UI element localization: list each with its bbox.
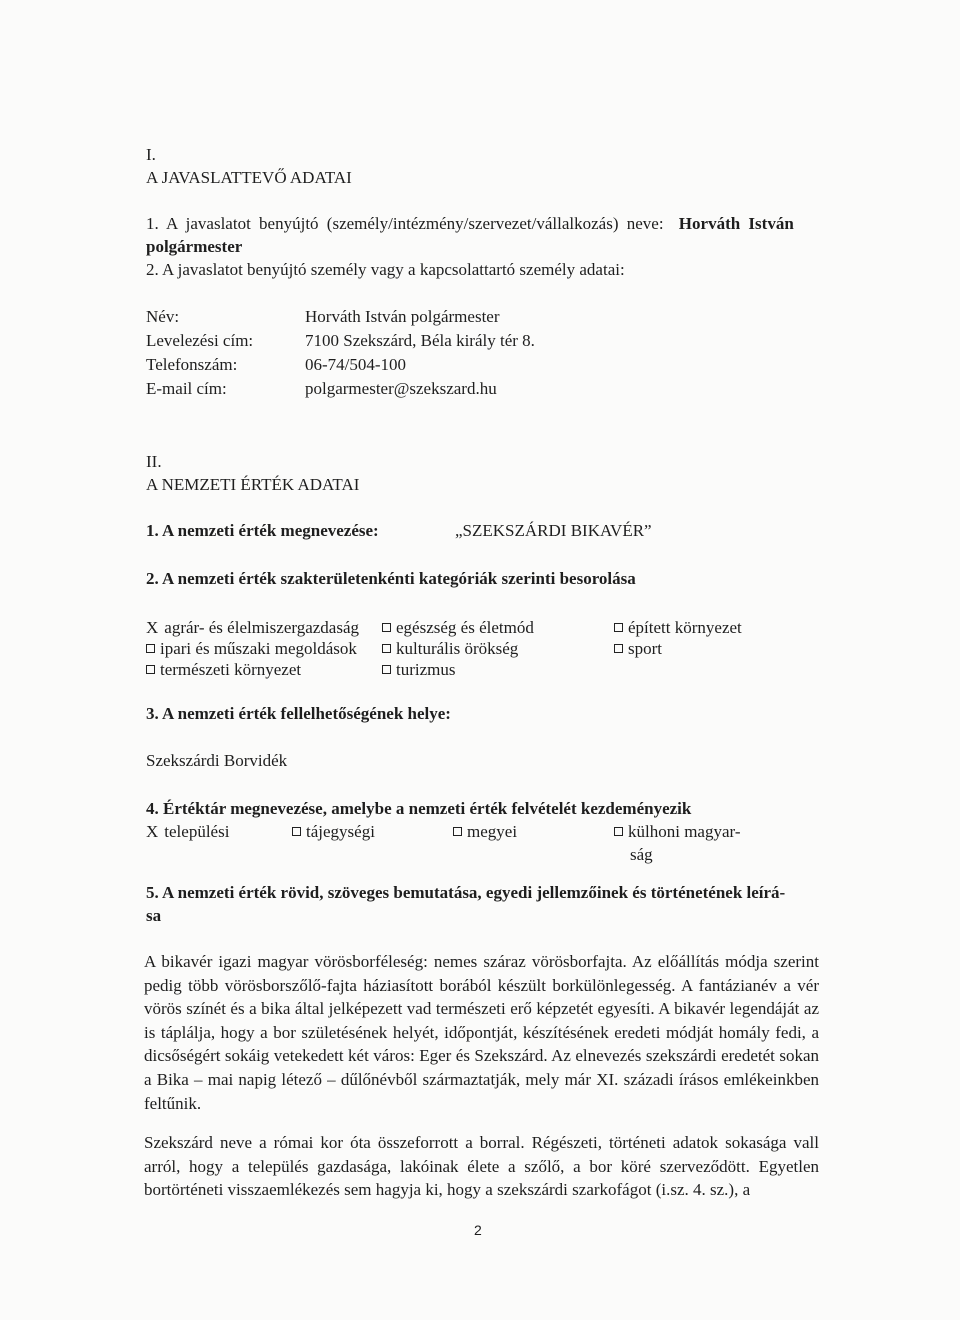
contact-value: 7100 Szekszárd, Béla király tér 8. [305,331,535,350]
section-2-number: II. [146,452,162,471]
contact-value: polgarmester@szekszard.hu [305,379,497,398]
section-1-number: I. [146,145,156,164]
repository-option: külhoni magyar- [614,823,741,840]
contact-label: E-mail cím: [146,379,227,398]
contact-value: Horváth István polgármester [305,307,500,326]
category-option: természeti környezet [146,661,301,678]
checkbox-icon [146,644,155,653]
q3-label: 3. A nemzeti érték fellelhetőségének helye: [146,704,451,723]
repository-option: megyei [453,823,517,840]
category-option: egészség és életmód [382,619,534,636]
repository-option-cont: ság [630,845,653,864]
checkbox-icon [614,623,623,632]
q4-label: 4. Értéktár megnevezése, amelybe a nemzeti érték felvételét kezdeményezik [146,799,692,818]
category-option: sport [614,640,662,657]
section-1-title: A JAVASLATTEVŐ ADATAI [146,168,352,187]
repository-option: tájegységi [292,823,375,840]
category-option: X agrár- és élelmiszergazdaság [146,618,360,637]
q2-label: 2. A nemzeti érték szakterületenkénti kategóriák szerinti besorolása [146,569,636,588]
checkbox-icon [146,665,155,674]
description-paragraph-2: Szekszárd neve a római kor óta összeforrott a borral. Régészeti, történeti adatok sokasága vall arról, hogy a település gazdasága, lakóinak élete a szőlő, a bor köré szerveződött. Egyetlen bortörténeti visszaemlékezés sem hagyja ki, hogy a szekszárdi szarkofágot (i.sz. 4. sz.), a [144,1133,819,1200]
q1-value: „SZEKSZÁRDI BIKAVÉR” [455,521,652,540]
contact-label: Telefonszám: [146,355,238,374]
submitter-name-cont: polgármester [146,237,243,256]
description-paragraph-1: A bikavér igazi magyar vörösborféleség: nemes száraz vörösborfajta. Az előállítás módja szerint pedig több vörösborszőlő-fajta háziasított borából készült borkülönlegesség. A fantázianév a vér vörös színét és a bika által jelképezett vad természeti erő képzetét egyesíti. A bikavér legendáját az is táplálja, hogy a bor születésének helyét, időpontját, készítésének eredeti módját homály fedi, a dicsőségért sokáig vetekedett két város: Eger és Szekszárd. Az elnevezés szekszárdi eredetét sokan a Bika – mai napig létező – dűlőnévből származtatják, mely már XI. századi írásos emlékeinkben feltűnik. [144,952,819,1113]
category-option: turizmus [382,661,456,678]
category-option: kulturális örökség [382,640,518,657]
category-option: ipari és műszaki megoldások [146,640,357,657]
contact-value: 06-74/504-100 [305,355,407,374]
checkbox-icon [382,644,391,653]
section-2-title: A NEMZETI ÉRTÉK ADATAI [146,475,360,494]
checkbox-icon [614,827,623,836]
checkbox-icon [292,827,301,836]
checked-mark: X [146,822,159,841]
checkbox-icon [614,644,623,653]
submitter-label: 1. A javaslatot benyújtó (személy/intézmény/szervezet/vállalkozás) neve: [146,214,664,233]
checked-mark: X [146,618,159,637]
contact-label: Levelezési cím: [146,331,254,350]
page-number: 2 [474,1222,482,1238]
checkbox-icon [382,665,391,674]
q5-label-cont: sa [146,906,162,925]
contact-label: Név: [146,307,180,326]
submitter-line [146,215,794,232]
checkbox-icon [382,623,391,632]
category-option: épített környezet [614,619,742,636]
checkbox-icon [453,827,462,836]
q1-label: 1. A nemzeti érték megnevezése: [146,521,379,540]
q5-label: 5. A nemzeti érték rövid, szöveges bemutatása, egyedi jellemzőinek és történetének leírá- [146,883,786,902]
repository-option: X települési [146,822,230,841]
contact-heading: 2. A javaslatot benyújtó személy vagy a kapcsolattartó személy adatai: [146,260,625,279]
submitter-name: Horváth István [678,214,794,233]
q3-value: Szekszárdi Borvidék [146,751,288,770]
